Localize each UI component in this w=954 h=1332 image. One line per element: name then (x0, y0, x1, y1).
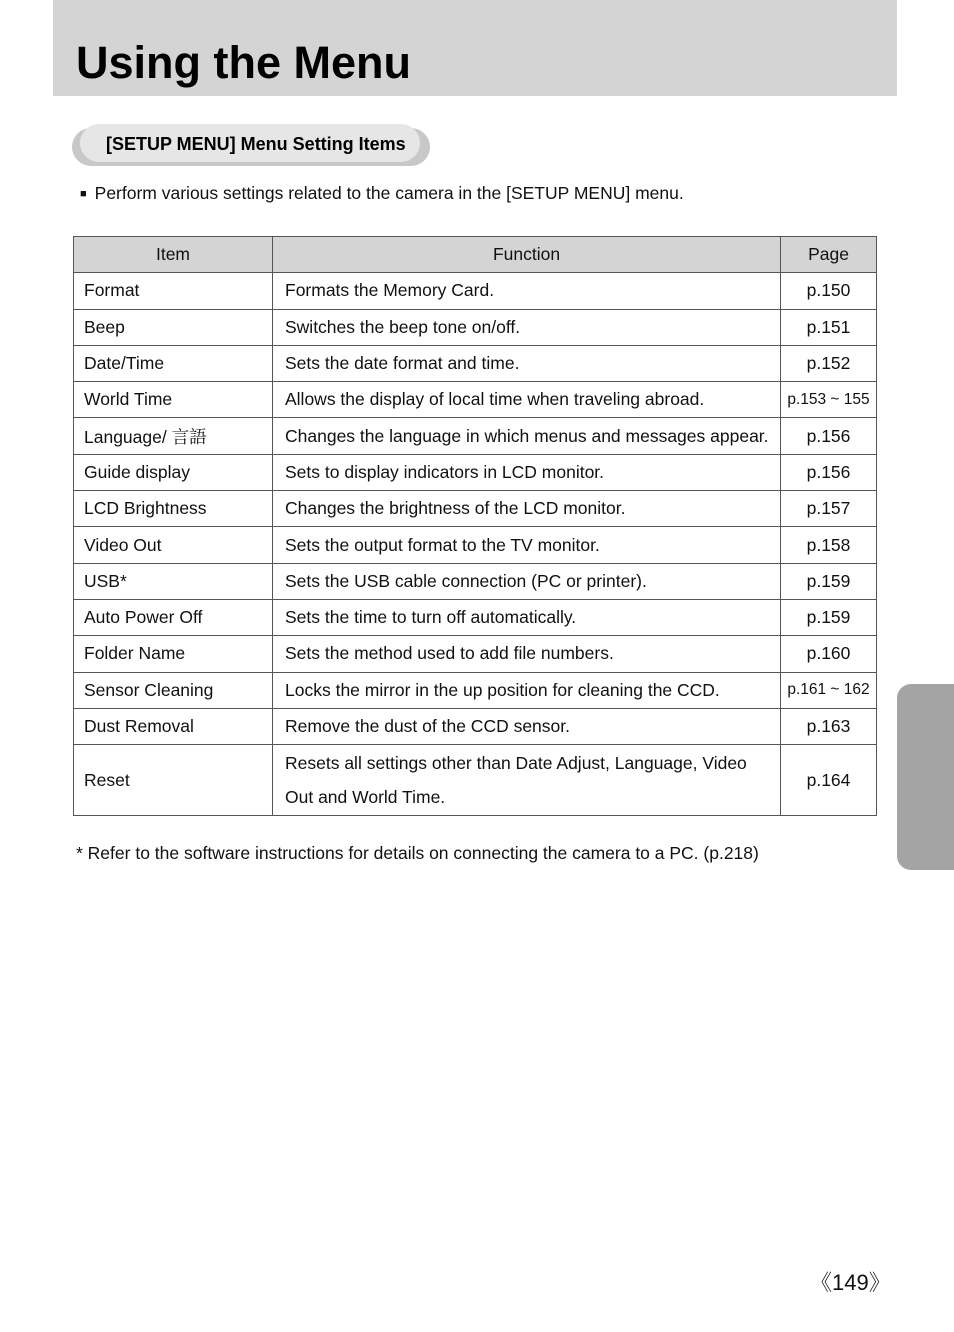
cell-page: p.157 (781, 491, 877, 527)
cell-item: Reset (74, 745, 273, 816)
table-row (74, 745, 877, 816)
table-row (74, 563, 877, 599)
page-number: 《149》 (810, 1270, 891, 1295)
cell-function: Resets all settings other than Date Adjust, Language, Video Out and World Time. (273, 745, 781, 816)
intro-text: Perform various settings related to the camera in the [SETUP MENU] menu. (94, 183, 684, 203)
table-header-row (74, 237, 877, 273)
cell-function: Remove the dust of the CCD sensor. (273, 708, 781, 744)
cell-page: p.163 (781, 708, 877, 744)
page-title: Using the Menu (76, 37, 411, 88)
cell-function: Sets to display indicators in LCD monitor. (273, 454, 781, 490)
cell-item: Guide display (74, 454, 273, 490)
cell-item: World Time (74, 382, 273, 418)
cell-page: p.151 (781, 309, 877, 345)
column-header-function: Function (273, 237, 781, 273)
cell-item: Dust Removal (74, 708, 273, 744)
cell-function: Sets the output format to the TV monitor. (273, 527, 781, 563)
cell-page: p.161 ~ 162 (781, 672, 877, 708)
setup-menu-table (73, 236, 877, 816)
column-header-page: Page (781, 237, 877, 273)
cell-function: Formats the Memory Card. (273, 273, 781, 309)
cell-item: Sensor Cleaning (74, 672, 273, 708)
cell-item: Beep (74, 309, 273, 345)
square-bullet-icon: ■ (80, 188, 87, 200)
table-row (74, 418, 877, 454)
footnote: * Refer to the software instructions for details on connecting the camera to a PC. (p.218) (76, 843, 759, 863)
cell-page: p.159 (781, 563, 877, 599)
cell-function: Changes the brightness of the LCD monitor. (273, 491, 781, 527)
cell-item: LCD Brightness (74, 491, 273, 527)
table-row (74, 636, 877, 672)
cell-item: Auto Power Off (74, 599, 273, 635)
cell-function: Sets the time to turn off automatically. (273, 599, 781, 635)
cell-item: Date/Time (74, 345, 273, 381)
table-row (74, 672, 877, 708)
chapter-side-tab (897, 684, 954, 870)
cell-function: Sets the USB cable connection (PC or printer). (273, 563, 781, 599)
cell-function: Allows the display of local time when traveling abroad. (273, 382, 781, 418)
column-header-item: Item (74, 237, 273, 273)
intro-line (80, 181, 684, 206)
cell-function: Locks the mirror in the up position for cleaning the CCD. (273, 672, 781, 708)
cell-item: Format (74, 273, 273, 309)
cell-page: p.164 (781, 745, 877, 816)
cell-item: Folder Name (74, 636, 273, 672)
table-row (74, 309, 877, 345)
table-row (74, 345, 877, 381)
table-row (74, 527, 877, 563)
section-title: [SETUP MENU] Menu Setting Items (106, 134, 406, 154)
cell-page: p.159 (781, 599, 877, 635)
table-row (74, 491, 877, 527)
table-row (74, 273, 877, 309)
table-row (74, 454, 877, 490)
table-row (74, 382, 877, 418)
cell-page: p.152 (781, 345, 877, 381)
cell-function: Sets the date format and time. (273, 345, 781, 381)
cell-page: p.153 ~ 155 (781, 382, 877, 418)
table-row (74, 599, 877, 635)
cell-function: Changes the language in which menus and messages appear. (273, 418, 781, 454)
cell-function: Switches the beep tone on/off. (273, 309, 781, 345)
cell-item: USB* (74, 563, 273, 599)
cell-page: p.156 (781, 418, 877, 454)
cell-page: p.158 (781, 527, 877, 563)
cell-page: p.160 (781, 636, 877, 672)
cell-item: Video Out (74, 527, 273, 563)
cell-function: Sets the method used to add file numbers. (273, 636, 781, 672)
cell-page: p.156 (781, 454, 877, 490)
cell-page: p.150 (781, 273, 877, 309)
table-row (74, 708, 877, 744)
cell-item: Language/ 言語 (74, 418, 273, 454)
